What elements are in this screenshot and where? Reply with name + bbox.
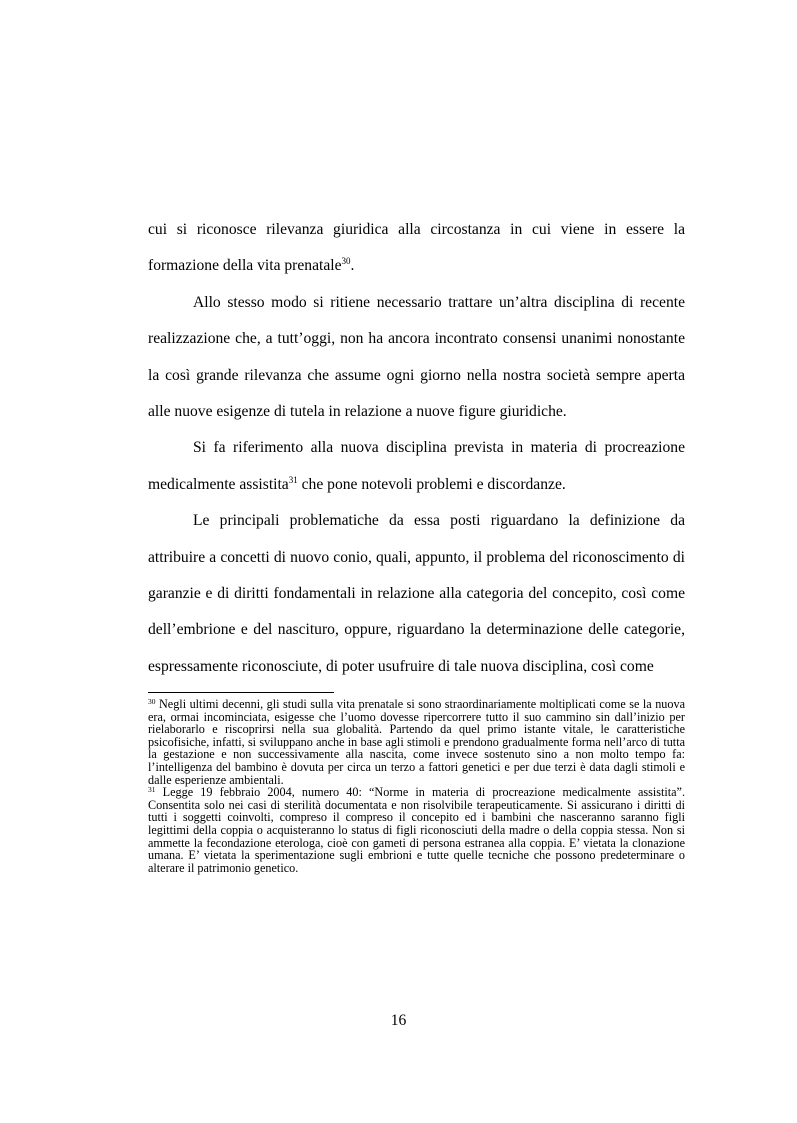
footnotes	[148, 698, 685, 874]
paragraph-text: Allo stesso modo si ritiene necessario trattare un’altra disciplina di recente realizzazione che, a tutt’oggi, non ha ancora incontrato consensi unanimi nonostante la così grande rilevanza che assume ogni giorno nella nostra società sempre aperta alle nuove esigenze di tutela in relazione a nuove figure giuridiche.	[148, 293, 685, 421]
paragraph-text: Si fa riferimento alla nuova disciplina prevista in materia di procreazione medicalmente assistita	[148, 439, 685, 493]
footnote-number: 31	[148, 785, 156, 795]
footnote-separator	[148, 692, 334, 693]
paragraph-continuation	[148, 212, 685, 285]
paragraph	[148, 503, 685, 685]
footnote-30	[148, 698, 685, 786]
footnote-reference-30: 30	[341, 256, 351, 267]
footnote-text: Legge 19 febbraio 2004, numero 40: “Norme in materia di procreazione medicalmente assistita”. Consentita solo nei casi di sterilità documentata e non risolvibile terapeuticamente. Si assicurano i diritti di tutti i soggetti coinvolti, compreso il compreso il concepito ed i bambini che nasceranno saranno figli legittimi della coppia o acquisteranno lo status di figli riconosciuti della madre o della coppia stessa. Non si ammette la fecondazione eterologa, cioè con gameti di persona estranea alla coppia. E’ vietata la clonazione umana. E’ vietata la sperimentazione sugli embrioni e tutte quelle tecniche che possono predeterminare o alterare il patrimonio genetico.	[148, 785, 685, 875]
paragraph-text-tail: .	[350, 257, 355, 275]
paragraph-text-tail: che pone notevoli problemi e discordanze.	[297, 475, 566, 493]
paragraph-text: cui si riconosce rilevanza giuridica alla circostanza in cui viene in essere la formazione della vita prenatale	[148, 221, 685, 275]
paragraph	[148, 285, 685, 431]
footnote-reference-31: 31	[288, 474, 298, 485]
footnote-number: 30	[148, 697, 156, 706]
footnote-text: Negli ultimi decenni, gli studi sulla vita prenatale si sono straordinariamente moltiplicati come se la nuova era, ormai incominciata, esigesse che l’uomo dovesse ripercorrere tutto il suo cammino sin dall’inizio per rielaborarlo e riscoprirsi nella sua globalità. Partendo da quel primo istante vitale, le caratteristiche psicofisiche, infatti, si sviluppano anche in base agli stimoli e prendono gradualmente forma nell’arco di tutta la gestazione e non successivamente alla nascita, come invece sostenuto sino a non molto tempo fa: l’intelligenza del bambino è dovuta per circa un terzo a fattori genetici e per due terzi è data dagli stimoli e dalle esperienze ambientali.	[148, 697, 685, 787]
body-text	[148, 212, 685, 685]
paragraph-text: Le principali problematiche da essa posti riguardano la definizione da attribuire a concetti di nuovo conio, quali, appunto, il problema del riconoscimento di garanzie e di diritti fondamentali in relazione alla categoria del concepito, così come dell’embrione e del nascituro, oppure, riguardano la determinazione delle categorie, espressamente riconosciute, di poter usufruire di tale nuova disciplina, così come	[148, 512, 685, 675]
page-number: 16	[390, 1012, 407, 1029]
paragraph	[148, 430, 685, 503]
footnote-31	[148, 786, 685, 874]
